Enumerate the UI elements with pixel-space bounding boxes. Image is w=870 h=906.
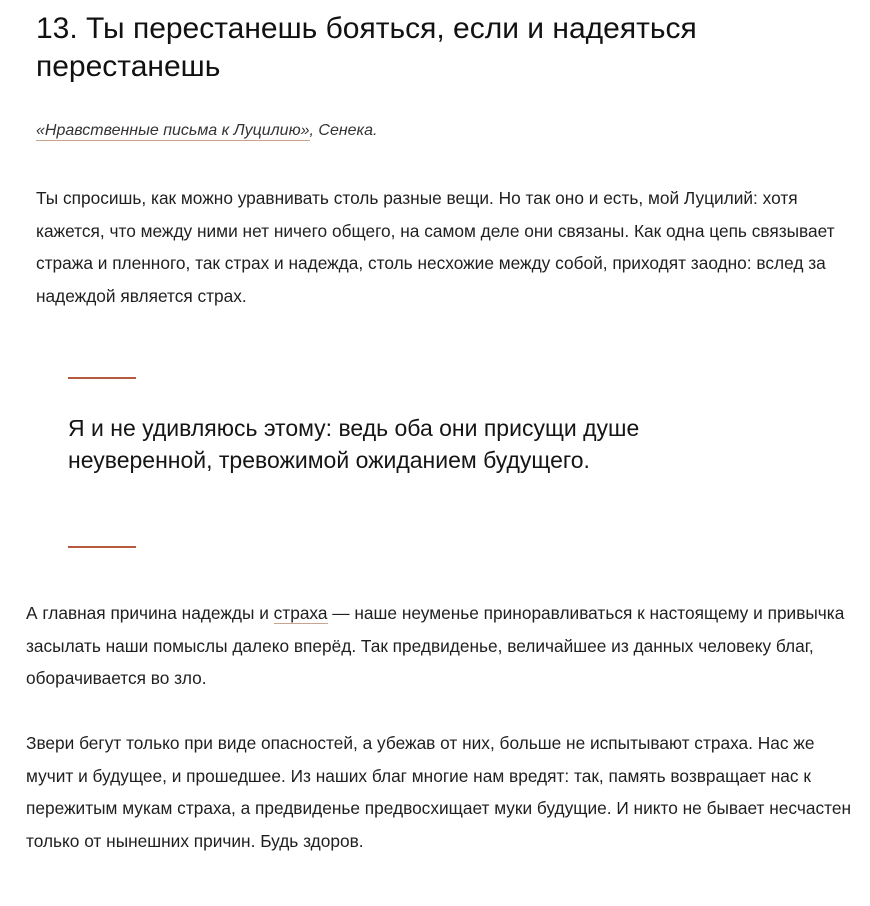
source-line (36, 122, 377, 140)
paragraph-2-start: А главная причина надежды и (26, 603, 274, 623)
paragraph-2 (26, 597, 856, 695)
source-book-link[interactable]: «Нравственные письма к Луцилию» (36, 122, 310, 139)
source-author: , Сенека. (309, 122, 378, 139)
paragraph-3: Звери бегут только при виде опасностей, а убежав от них, больше не испытывают страха. Нас же мучит и будущее, и прошедшее. Из наших благ многие нам вредят: так, память возвращает нас к пережитым мукам страха, а предвиденье предвосхищает муки будущие. И никто не бывает несчастен только от нынешних причин. Будь здоров. (26, 733, 851, 851)
paragraph-1: Ты спросишь, как можно уравнивать столь разные вещи. Но так оно и есть, мой Луцилий: хотя кажется, что между ними нет ничего общего, на самом деле они связаны. Как одна цепь связывает стража и пленного, так страх и надежда, столь несхожие между собой, приходят заодно: вслед за надеждой является страх. (36, 188, 835, 306)
quote-divider-top (68, 377, 136, 379)
article-title: 13. Ты перестанешь бояться, если и надеяться перестанешь (36, 12, 697, 83)
pull-quote: Я и не удивляюсь этому: ведь оба они присущи душе неуверенной, тревожимой ожиданием будущего. (68, 415, 640, 473)
quote-divider-bottom (68, 546, 136, 548)
fear-link[interactable]: страха (273, 603, 328, 623)
paragraph-2-end: — наше неуменье приноравливаться к настоящему и привычка засылать наши помыслы далеко вперёд. Так предвиденье, величайшее из данных человеку благ, оборачивается во зло. (26, 603, 845, 688)
